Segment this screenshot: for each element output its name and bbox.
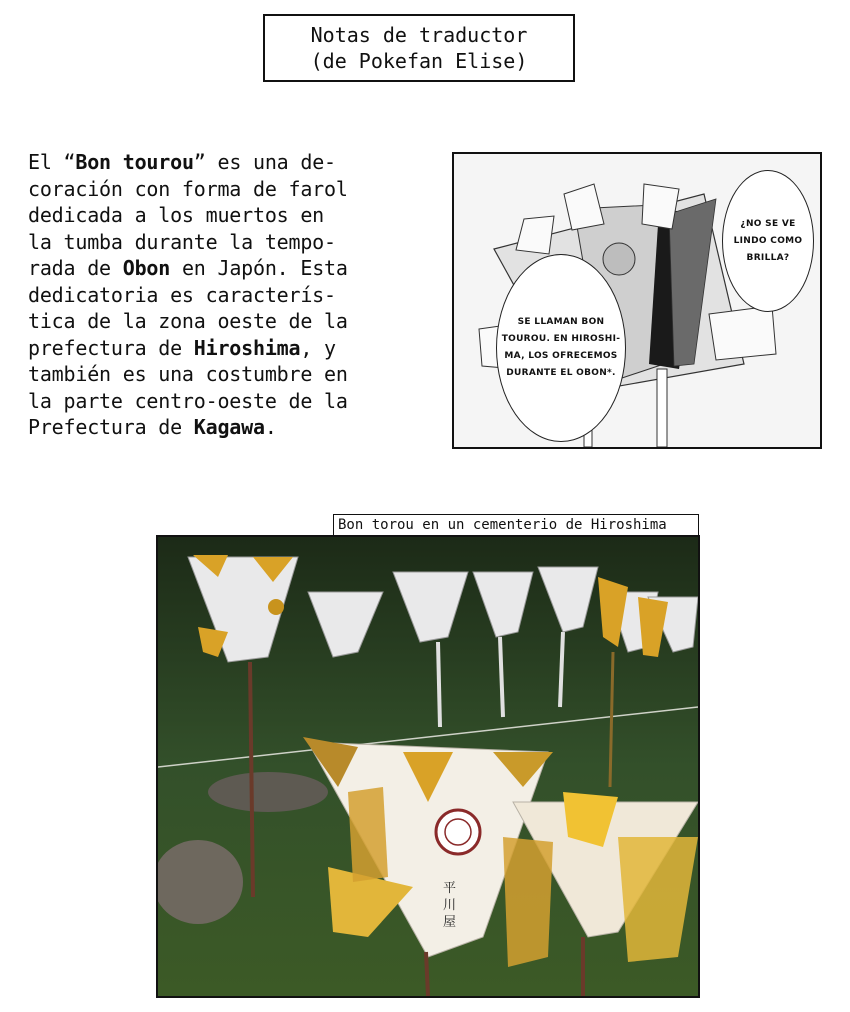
text-run: . bbox=[264, 415, 277, 439]
text-run: rada de bbox=[28, 256, 123, 280]
term-hiroshima: Hiroshima bbox=[193, 335, 301, 360]
term-obon: Obon bbox=[122, 256, 171, 280]
cemetery-lanterns-image bbox=[158, 537, 698, 996]
paragraph-line: la parte centro-oeste de la bbox=[28, 388, 348, 413]
paragraph-line bbox=[28, 149, 400, 176]
explanation-paragraph bbox=[28, 149, 400, 441]
bon-tourou-photo bbox=[156, 535, 700, 998]
lantern-sign-char: 屋 bbox=[443, 915, 457, 930]
paragraph-line: dedicada a los muertos en bbox=[28, 203, 325, 227]
title-line-1: Notas de traductor bbox=[310, 23, 528, 47]
speech-bubble-right: ¿NO SE VE LINDO COMO BRILLA? bbox=[722, 170, 814, 312]
text-run: , y bbox=[300, 335, 336, 360]
paragraph-line: también es una costumbre en bbox=[28, 362, 348, 386]
text-run: Prefectura de bbox=[28, 415, 194, 439]
manga-panel bbox=[452, 152, 822, 449]
paragraph-line bbox=[28, 335, 400, 362]
paragraph-line: la tumba durante la tempo- bbox=[28, 229, 336, 254]
lantern-sign-char: 川 bbox=[443, 898, 457, 913]
translator-notes-title bbox=[263, 14, 575, 82]
paragraph-line: tica de la zona oeste de la bbox=[28, 309, 348, 333]
term-bon-tourou: Bon tourou bbox=[75, 150, 194, 174]
title-line-2: (de Pokefan Elise) bbox=[310, 49, 528, 73]
photo-caption: Bon torou en un cementerio de Hiroshima bbox=[333, 514, 699, 536]
text-run: El “ bbox=[28, 150, 76, 174]
text-run: ” es una de- bbox=[193, 150, 336, 174]
paragraph-line bbox=[28, 414, 400, 441]
text-run: en Japón. Esta bbox=[170, 256, 348, 280]
text-run: prefectura de bbox=[28, 335, 194, 360]
paragraph-line bbox=[28, 255, 400, 282]
term-kagawa: Kagawa bbox=[193, 415, 265, 439]
lantern-sign-char: 平 bbox=[443, 881, 457, 896]
paragraph-line: dedicatoria es caracterís- bbox=[28, 282, 336, 307]
paragraph-line: coración con forma de farol bbox=[28, 176, 348, 201]
speech-bubble-left: SE LLAMAN BON TOUROU. EN HIROSHI- MA, LOS OFRECEMOS DURANTE EL OBON*. bbox=[496, 254, 626, 442]
